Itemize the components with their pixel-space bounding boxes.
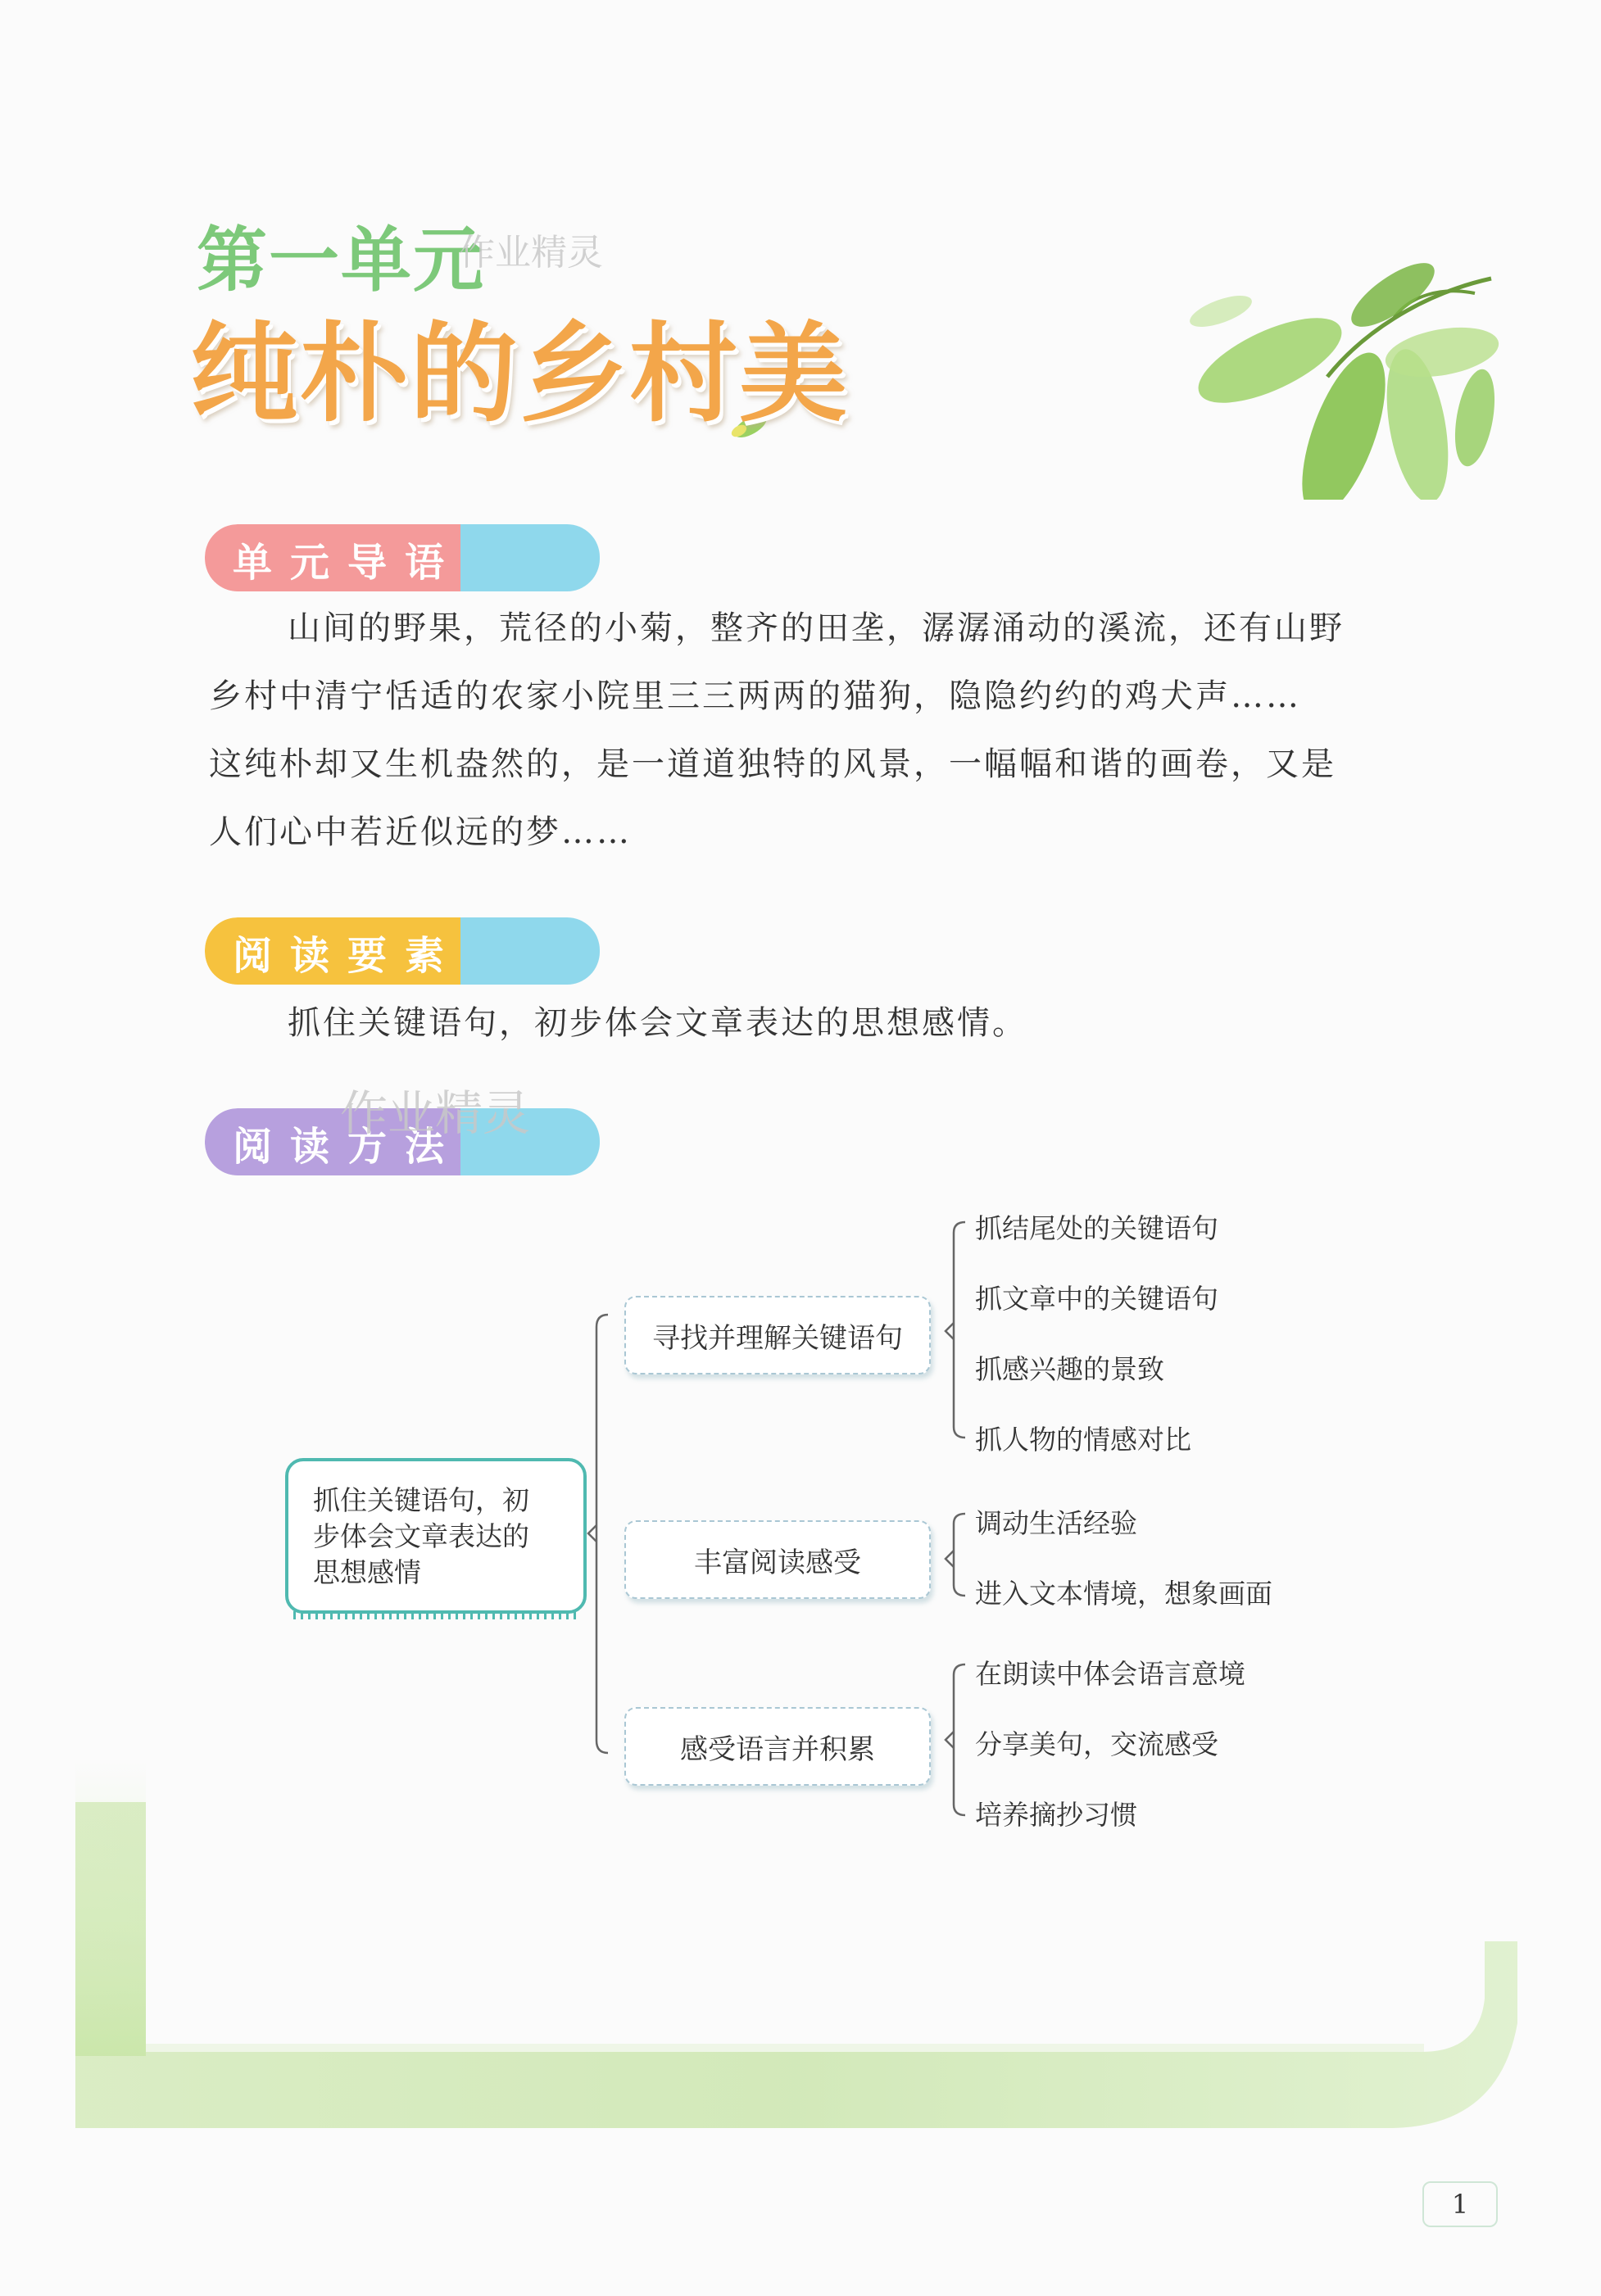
leaf-item: 抓感兴趣的景致 — [975, 1353, 1164, 1385]
leaf-item: 调动生活经验 — [975, 1507, 1137, 1539]
watermark: 作业精灵 — [459, 232, 603, 274]
page-title: 纯朴的乡村美 — [190, 310, 849, 437]
intro-line: 人们心中若近似远的梦…… — [209, 813, 632, 851]
branch-box: 寻找并理解关键语句 — [624, 1296, 931, 1374]
leaf-item: 在朗读中体会语言意境 — [975, 1658, 1245, 1690]
root-text: 抓住关键语句，初 步体会文章表达的 思想感情 — [313, 1484, 529, 1588]
section-label: 阅读方法 — [233, 1124, 463, 1170]
intro-line: 山间的野果，荒径的小菊，整齐的田垄，潺潺涌动的溪流，还有山野 — [288, 609, 1345, 647]
leaf-item: 分享美句，交流感受 — [975, 1728, 1218, 1760]
page-number: 1 — [1422, 2181, 1498, 2227]
leaf-item: 抓人物的情感对比 — [975, 1424, 1191, 1456]
leaf-item: 培养摘抄习惯 — [975, 1799, 1137, 1831]
section-label: 阅读要素 — [233, 933, 463, 979]
mindmap-root — [285, 1458, 587, 1614]
leaf-item: 抓结尾处的关键语句 — [975, 1212, 1218, 1244]
branch-box: 感受语言并积累 — [624, 1707, 931, 1786]
watermark: 作业精灵 — [340, 1085, 531, 1141]
section-label: 单元导语 — [233, 540, 463, 586]
intro-line: 这纯朴却又生机盎然的，是一道道独特的风景，一幅幅和谐的画卷，又是 — [209, 745, 1336, 783]
root-box-stripe — [285, 1609, 587, 1622]
intro-line: 乡村中清宁恬适的农家小院里三三两两的猫狗，隐隐约约的鸡犬声…… — [209, 677, 1301, 715]
unit-label: 第一单元 — [197, 219, 485, 301]
branch-box: 丰富阅读感受 — [624, 1520, 931, 1599]
leaf-item: 抓文章中的关键语句 — [975, 1283, 1218, 1315]
leaf-item: 进入文本情境，想象画面 — [975, 1578, 1272, 1610]
elements-text: 抓住关键语句，初步体会文章表达的思想感情。 — [288, 1004, 1027, 1042]
